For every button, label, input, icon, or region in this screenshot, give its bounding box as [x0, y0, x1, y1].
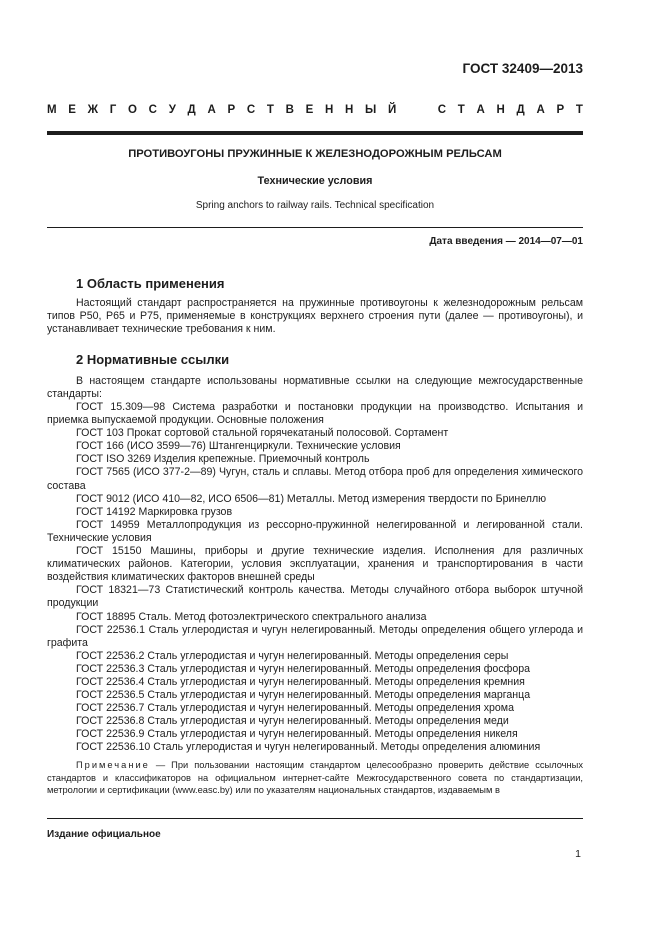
- reference-item: ГОСТ 15150 Машины, приборы и другие технические изделия. Исполнения для различных климатических районов. Категории, условия эксплуатации, хранения и транспортирования в части воздействия климатических факторов внешней среды: [47, 545, 583, 584]
- official-edition-label: Издание официальное: [47, 829, 161, 840]
- section-1-text: Настоящий стандарт распространяется на пружинные противоугоны к железнодорожным рельсам типов Р50, Р65 и Р75, применяемые в конструкциях верхнего строения пути (далее — противоугоны), и устанавливает технические требования к ним.: [47, 297, 583, 336]
- interstate-letter: Е: [68, 104, 76, 116]
- interstate-letter: Д: [516, 104, 525, 116]
- note-label: Примечание: [76, 760, 150, 770]
- interstate-letter: У: [168, 104, 176, 116]
- interstate-letter: А: [476, 104, 485, 116]
- interstate-letter: Т: [266, 104, 274, 116]
- interstate-letter: Н: [324, 104, 334, 116]
- interstate-letter: Ы: [365, 104, 377, 116]
- header-thick-rule: [47, 131, 583, 135]
- reference-item: ГОСТ ISO 3269 Изделия крепежные. Приемочный контроль: [76, 453, 370, 466]
- document-title: ПРОТИВОУГОНЫ ПРУЖИННЫЕ К ЖЕЛЕЗНОДОРОЖНЫМ РЕЛЬСАМ: [128, 148, 502, 160]
- interstate-letter: Ж: [87, 104, 99, 116]
- reference-item: ГОСТ 22536.5 Сталь углеродистая и чугун нелегированный. Методы определения марганца: [76, 689, 531, 702]
- reference-item: ГОСТ 18321—73 Статистический контроль качества. Методы случайного отбора выборок штучной продукции: [47, 584, 583, 610]
- reference-item: ГОСТ 22536.3 Сталь углеродистая и чугун нелегированный. Методы определения фосфора: [76, 662, 531, 675]
- reference-item: ГОСТ 14959 Металлопродукция из рессорно-пружинной нелегированной и легированной стали. Технические условия: [47, 518, 583, 544]
- interstate-letter: М: [47, 104, 57, 116]
- reference-item: ГОСТ 18895 Сталь. Метод фотоэлектрического спектрального анализа: [76, 610, 427, 623]
- reference-item: ГОСТ 14192 Маркировка грузов: [76, 505, 233, 518]
- reference-item: ГОСТ 22536.10 Сталь углеродистая и чугун нелегированный. Методы определения алюминия: [76, 741, 541, 754]
- interstate-letter: С: [246, 104, 256, 116]
- standard-number: ГОСТ 32409—2013: [462, 61, 583, 76]
- interstate-letter: Т: [575, 104, 583, 116]
- section-2-heading: 2 Нормативные ссылки: [76, 352, 230, 367]
- normative-references-list: [47, 401, 583, 755]
- section-2-intro: В настоящем стандарте использованы нормативные ссылки на следующие межгосударственные стандарты:: [47, 375, 583, 401]
- interstate-letter: О: [128, 104, 137, 116]
- interstate-letter: В: [285, 104, 294, 116]
- reference-item: ГОСТ 9012 (ИСО 410—82, ИСО 6506—81) Металлы. Метод измерения твердости по Бринеллю: [76, 492, 547, 505]
- note-paragraph: [47, 759, 583, 797]
- section-1-heading: 1 Область применения: [76, 276, 225, 291]
- interstate-letter: [408, 104, 411, 116]
- reference-item: ГОСТ 22536.9 Сталь углеродистая и чугун нелегированный. Методы определения никеля: [76, 728, 518, 741]
- interstate-letter: Е: [305, 104, 314, 116]
- interstate-letter: Г: [109, 104, 117, 116]
- interstate-letter: Н: [345, 104, 354, 116]
- reference-item: ГОСТ 103 Прокат сортовой стальной горячекатаный полосовой. Сортамент: [76, 427, 449, 440]
- page-number: 1: [575, 848, 581, 860]
- reference-item: ГОСТ 166 (ИСО 3599—76) Штангенциркули. Технические условия: [76, 440, 401, 453]
- interstate-letter: Р: [556, 104, 565, 116]
- title-thin-rule: [47, 227, 583, 228]
- reference-item: ГОСТ 22536.7 Сталь углеродистая и чугун нелегированный. Методы определения хрома: [76, 702, 514, 715]
- reference-item: ГОСТ 22536.2 Сталь углеродистая и чугун нелегированный. Методы определения серы: [76, 649, 509, 662]
- interstate-letter: А: [536, 104, 545, 116]
- interstate-letter: [423, 104, 426, 116]
- interstate-letter: А: [207, 104, 216, 116]
- interstate-letter: Т: [457, 104, 465, 116]
- note-text: — При пользовании настоящим стандартом целесообразно проверить действие ссылочных стандартов и классификаторов на официальном интернет-сайте Межгосударственного совета по стандартизации, метрологии и сертификации (www.easc.by) или по указателям национальных стандартов, издаваемым в: [47, 760, 583, 796]
- interstate-letter: С: [437, 104, 447, 116]
- interstate-letter: Д: [187, 104, 196, 116]
- date-of-introduction: Дата введения — 2014—07—01: [429, 236, 583, 247]
- english-title: Spring anchors to railway rails. Technical specification: [195, 200, 435, 211]
- reference-item: ГОСТ 22536.4 Сталь углеродистая и чугун нелегированный. Методы определения кремния: [76, 675, 525, 688]
- reference-item: ГОСТ 7565 (ИСО 377-2—89) Чугун, сталь и сплавы. Метод отбора проб для определения химического состава: [47, 466, 583, 492]
- reference-item: ГОСТ 22536.8 Сталь углеродистая и чугун нелегированный. Методы определения меди: [76, 715, 509, 728]
- reference-item: ГОСТ 22536.1 Сталь углеродистая и чугун нелегированный. Методы определения общего углерода и графита: [47, 623, 583, 649]
- document-subtitle: Технические условия: [257, 175, 373, 187]
- footer-rule: [47, 818, 583, 819]
- interstate-letter: Р: [227, 104, 236, 116]
- interstate-letter: Й: [387, 104, 397, 116]
- interstate-letter: Н: [496, 104, 505, 116]
- reference-item: ГОСТ 15.309—98 Система разработки и постановки продукции на производство. Испытания и приемка выпускаемой продукции. Основные положения: [47, 401, 583, 427]
- interstate-standard-label: [47, 104, 583, 116]
- interstate-letter: С: [148, 104, 157, 116]
